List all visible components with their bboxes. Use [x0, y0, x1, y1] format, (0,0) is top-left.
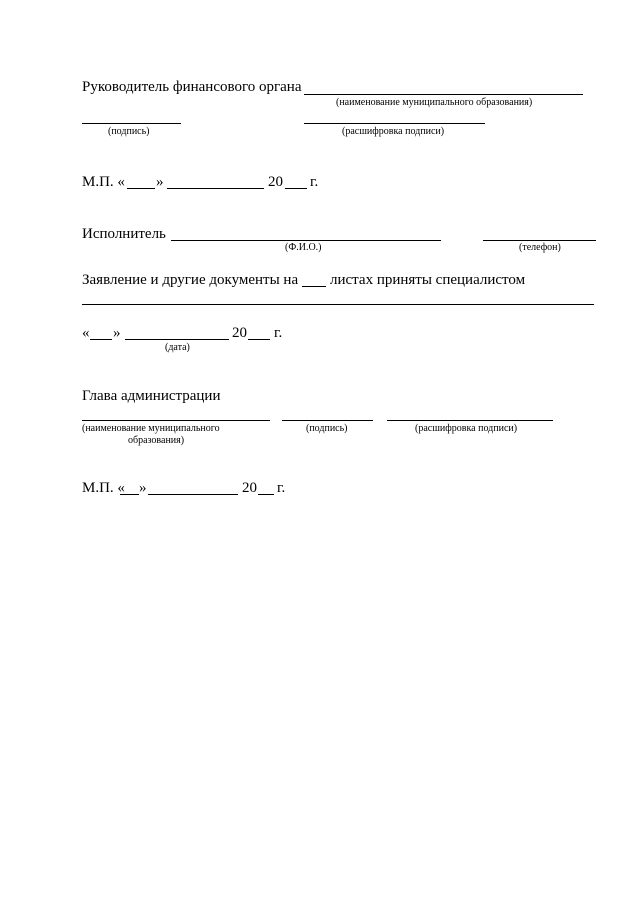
stamp-label: М.П. « — [82, 174, 125, 190]
specialist-line — [82, 304, 594, 305]
signature-line — [282, 420, 373, 421]
day-blank — [120, 494, 139, 495]
caption-signature-decoding: (расшифровка подписи) — [342, 126, 445, 137]
statement-text-before: Заявление и другие документы на — [82, 272, 299, 288]
executor-label: Исполнитель — [82, 226, 166, 242]
statement-text-after: листах приняты специалистом — [330, 272, 526, 288]
sheet-count-blank — [302, 286, 326, 287]
caption-date: (дата) — [165, 342, 190, 353]
municipality-line — [82, 420, 270, 421]
head-admin-title: Глава администрации — [82, 388, 221, 404]
caption-name: (Ф.И.О.) — [285, 242, 322, 253]
executor-phone-line — [483, 240, 596, 241]
signature-decoding-line — [304, 123, 485, 124]
year-blank — [258, 494, 274, 495]
municipality-line — [304, 94, 583, 95]
executor-name-line — [171, 240, 441, 241]
stamp-label: М.П. « — [82, 480, 125, 496]
year-prefix: 20 — [232, 325, 247, 341]
close-quote: » — [113, 325, 121, 341]
caption-municipality: (наименование муниципального образования) — [336, 97, 533, 108]
caption-municipality-line1: (наименование муниципального — [82, 423, 220, 434]
year-prefix: 20 — [242, 480, 257, 496]
day-blank — [127, 188, 155, 189]
caption-signature-decoding: (расшифровка подписи) — [415, 423, 518, 434]
year-blank — [285, 188, 307, 189]
month-blank — [148, 494, 238, 495]
caption-phone: (телефон) — [519, 242, 561, 253]
year-prefix: 20 — [268, 174, 283, 190]
month-blank — [167, 188, 264, 189]
year-suffix: г. — [274, 325, 283, 341]
open-quote: « — [82, 325, 90, 341]
caption-municipality-line2: образования) — [128, 435, 185, 446]
caption-signature: (подпись) — [306, 423, 348, 434]
month-blank — [125, 339, 229, 340]
close-quote: » — [139, 480, 147, 496]
signature-decoding-line — [387, 420, 553, 421]
caption-signature: (подпись) — [108, 126, 150, 137]
year-suffix: г. — [277, 480, 286, 496]
close-quote: » — [156, 174, 164, 190]
day-blank — [90, 339, 112, 340]
head-fin-title: Руководитель финансового органа — [82, 79, 302, 95]
year-suffix: г. — [310, 174, 319, 190]
year-blank — [248, 339, 270, 340]
signature-line — [82, 123, 181, 124]
